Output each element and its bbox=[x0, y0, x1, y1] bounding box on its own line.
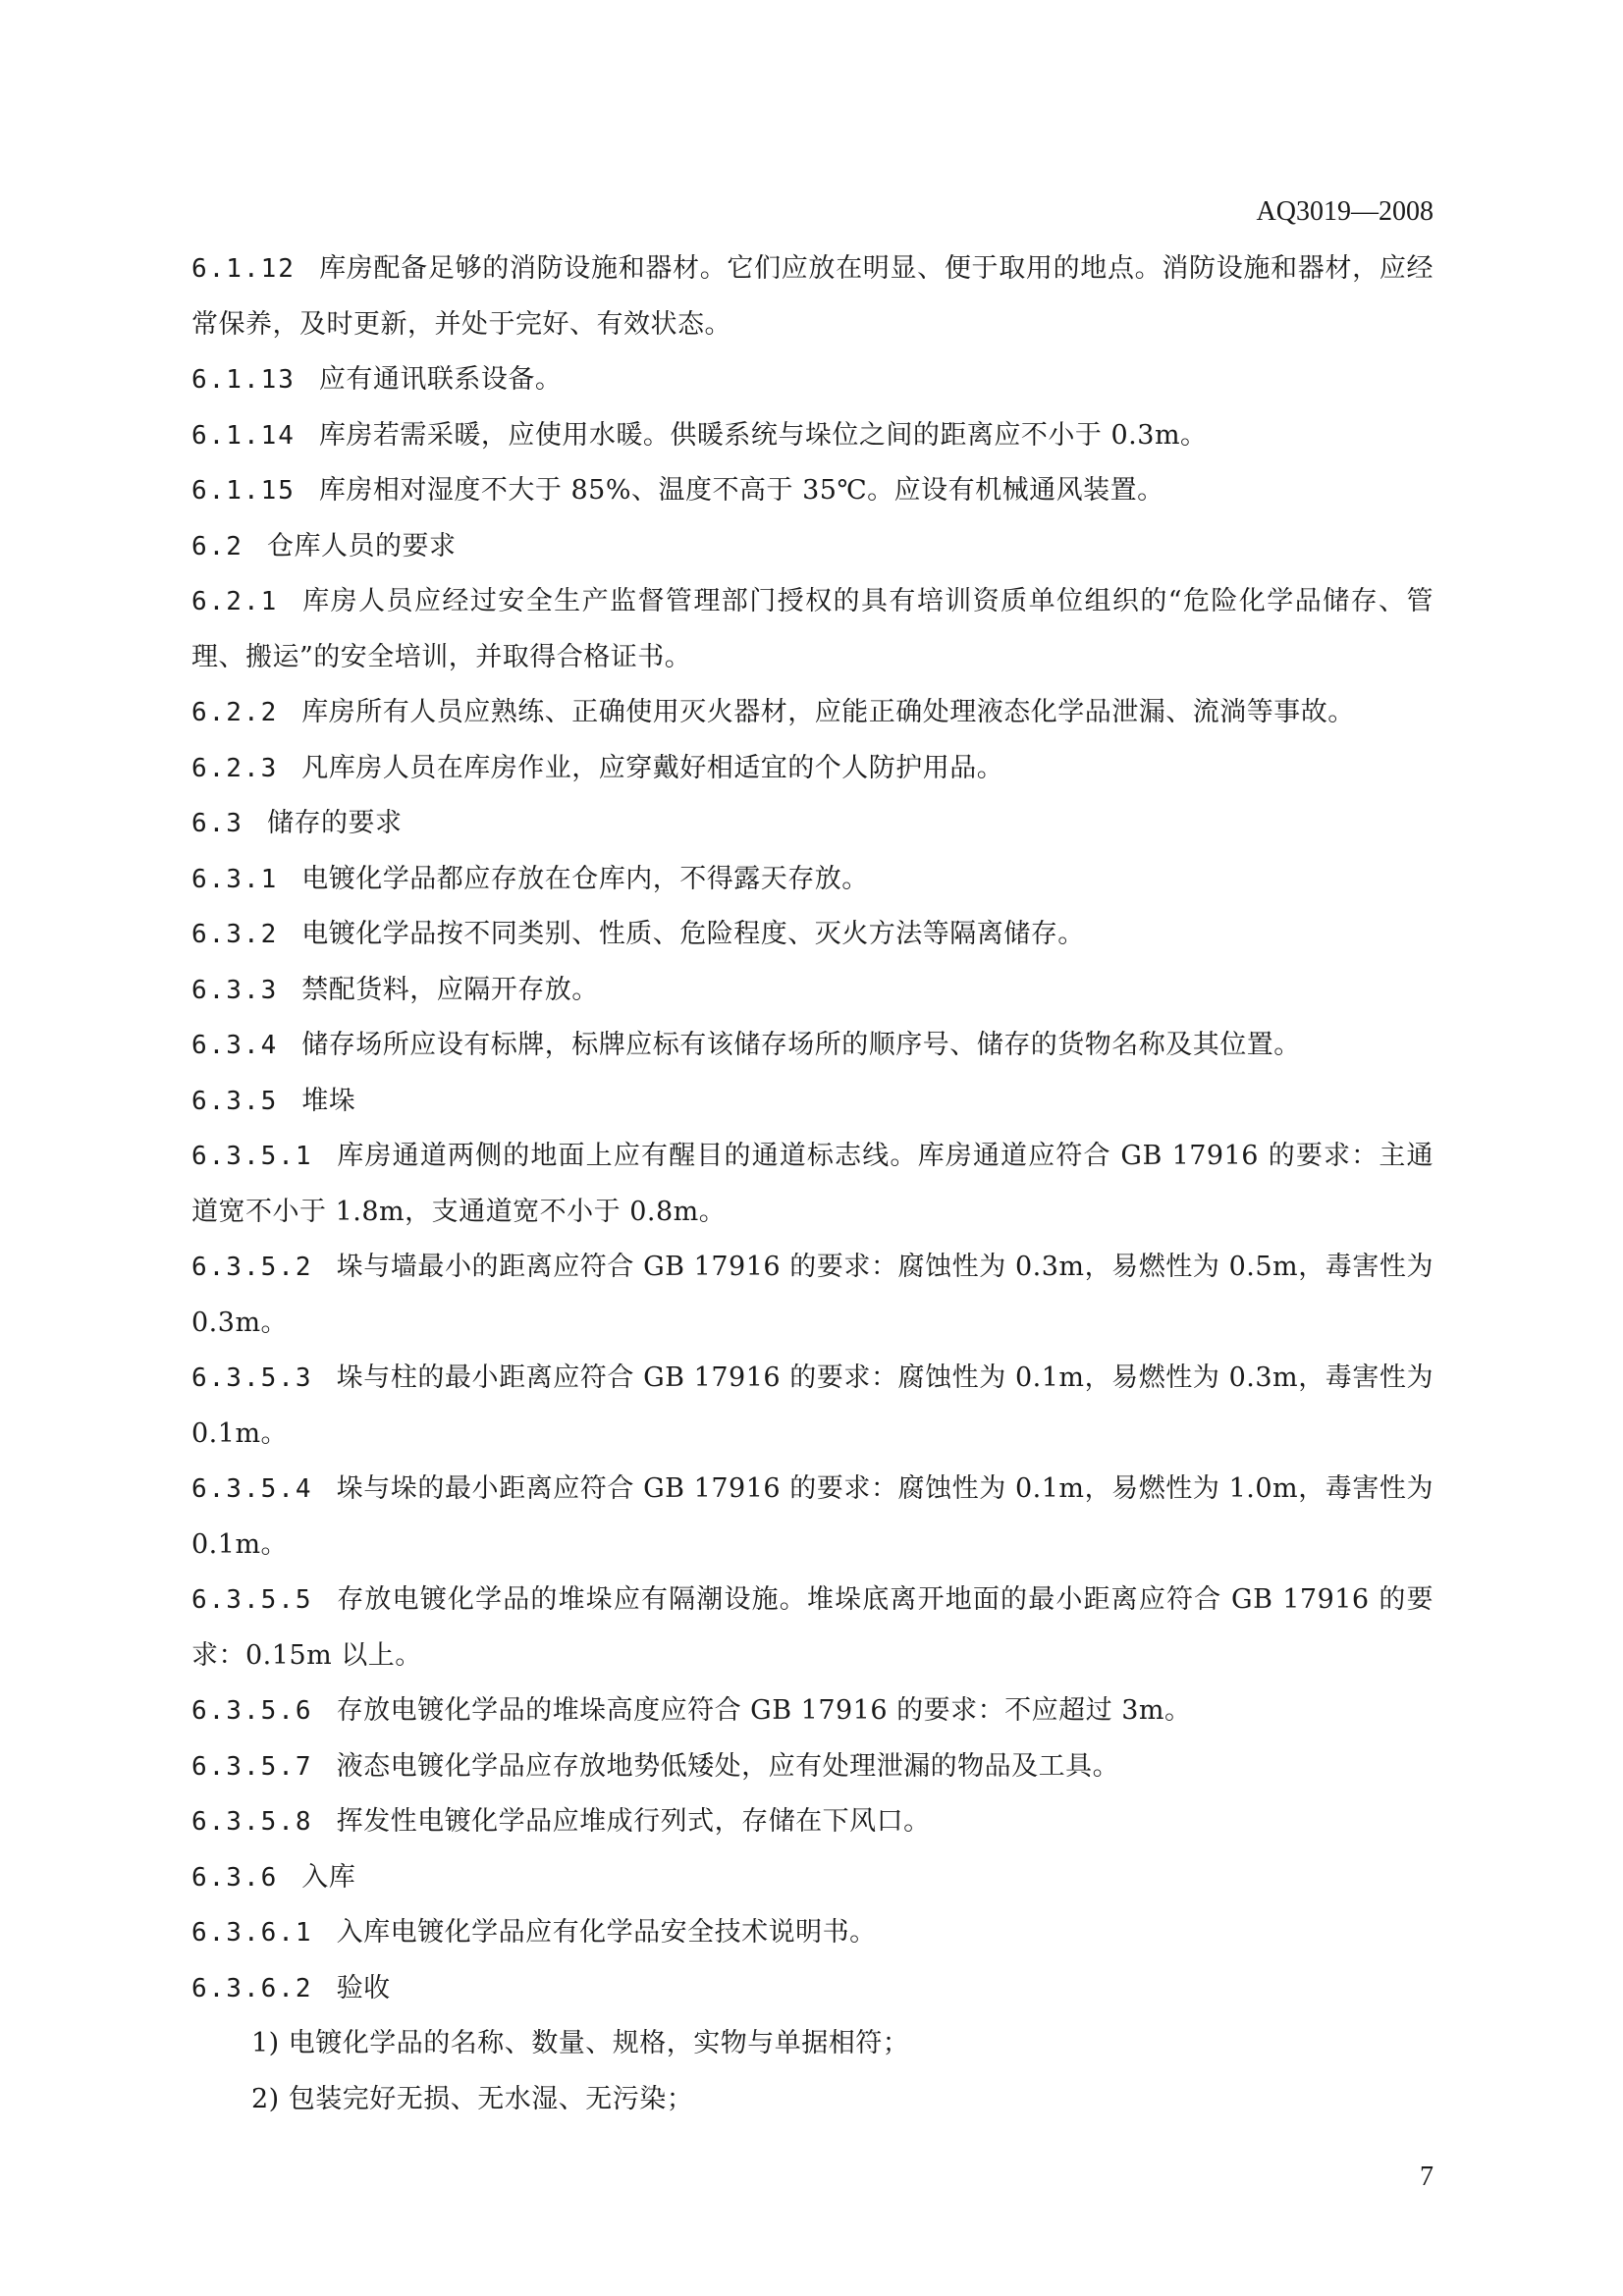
list-item: 1) 电镀化学品的名称、数量、规格，实物与单据相符； bbox=[251, 2028, 910, 2058]
clause-number: 6.3.6 bbox=[191, 1862, 279, 1893]
clause-text: 存放电镀化学品的堆垛高度应符合 GB 17916 的要求：不应超过 3m。 bbox=[336, 1695, 1192, 1726]
paragraph bbox=[191, 574, 1434, 685]
clause-number: 6.3.5.5 bbox=[191, 1585, 313, 1615]
paragraph bbox=[191, 1129, 1434, 1240]
clause-text: 储存的要求 bbox=[266, 808, 403, 838]
clause-number: 6.3.6.2 bbox=[191, 1973, 313, 2003]
clause-number: 6.3.5.4 bbox=[191, 1474, 313, 1504]
paragraph bbox=[191, 1573, 1434, 1683]
clause-number: 6.3.5 bbox=[191, 1086, 279, 1116]
clause-text: 堆垛 bbox=[301, 1085, 356, 1116]
paragraph bbox=[191, 1462, 1434, 1573]
clause-text: 仓库人员的要求 bbox=[266, 530, 457, 561]
clause-text: 库房人员应经过安全生产监督管理部门授权的具有培训资质单位组织的“危险化学品储存、管理、搬运”的安全培训，并取得合格证书。 bbox=[191, 586, 1434, 672]
clause-number: 6.3.2 bbox=[191, 920, 279, 949]
clause-number: 6.3.5.6 bbox=[191, 1696, 313, 1726]
clause-number: 6.3.5.8 bbox=[191, 1807, 313, 1837]
clause-number: 6.3.3 bbox=[191, 975, 279, 1005]
clause-number: 6.3.5.3 bbox=[191, 1363, 313, 1393]
clause-text: 液态电镀化学品应存放地势低矮处，应有处理泄漏的物品及工具。 bbox=[336, 1750, 1120, 1782]
clause-number: 6.1.15 bbox=[191, 476, 296, 506]
standard-code: AQ3019—2008 bbox=[1256, 196, 1434, 227]
clause-text: 凡库房人员在库房作业，应穿戴好相适宜的个人防护用品。 bbox=[301, 752, 1004, 783]
clause-text: 库房所有人员应熟练、正确使用灭火器材，应能正确处理液态化学品泄漏、流淌等事故。 bbox=[301, 697, 1355, 727]
clause-number: 6.2 bbox=[191, 531, 243, 561]
section-heading bbox=[191, 519, 1434, 575]
paragraph bbox=[191, 1739, 1434, 1795]
clause-number: 6.2.3 bbox=[191, 753, 279, 783]
page-number: 7 bbox=[1420, 2162, 1434, 2192]
section-heading bbox=[191, 1850, 1434, 1906]
document-body bbox=[191, 241, 1434, 2127]
clause-number: 6.2.1 bbox=[191, 587, 279, 616]
paragraph bbox=[191, 852, 1434, 908]
clause-text: 入库电镀化学品应有化学品安全技术说明书。 bbox=[336, 1917, 877, 1948]
paragraph bbox=[191, 1240, 1434, 1351]
paragraph bbox=[191, 352, 1434, 408]
clause-text: 库房若需采暖，应使用水暖。供暖系统与垛位之间的距离应不小于 0.3m。 bbox=[318, 419, 1208, 451]
clause-text: 电镀化学品都应存放在仓库内，不得露天存放。 bbox=[301, 863, 869, 894]
paragraph bbox=[191, 963, 1434, 1019]
paragraph bbox=[191, 741, 1434, 797]
clause-text: 库房配备足够的消防设施和器材。它们应放在明显、便于取用的地点。消防设施和器材，应经常保养，及时更新，并处于完好、有效状态。 bbox=[191, 253, 1434, 340]
clause-number: 6.2.2 bbox=[191, 698, 279, 727]
clause-number: 6.3.4 bbox=[191, 1031, 279, 1060]
clause-text: 储存场所应设有标牌，标牌应标有该储存场所的顺序号、储存的货物名称及其位置。 bbox=[301, 1030, 1301, 1060]
paragraph bbox=[191, 1351, 1434, 1462]
paragraph bbox=[191, 1018, 1434, 1074]
paragraph bbox=[191, 463, 1434, 519]
clause-text: 验收 bbox=[336, 1972, 391, 2003]
clause-text: 电镀化学品按不同类别、性质、危险程度、灭火方法等隔离储存。 bbox=[301, 919, 1085, 949]
paragraph bbox=[191, 1961, 1434, 2017]
paragraph bbox=[191, 1794, 1434, 1850]
clause-number: 6.1.14 bbox=[191, 420, 296, 451]
section-heading bbox=[191, 1074, 1434, 1130]
paragraph bbox=[191, 408, 1434, 464]
clause-number: 6.3 bbox=[191, 809, 243, 838]
paragraph bbox=[191, 1683, 1434, 1739]
clause-number: 6.3.6.1 bbox=[191, 1918, 313, 1948]
clause-text: 垛与垛的最小距离应符合 GB 17916 的要求：腐蚀性为 0.1m，易燃性为 1.0m，毒害性为 0.1m。 bbox=[191, 1473, 1434, 1560]
clause-text: 垛与墙最小的距离应符合 GB 17916 的要求：腐蚀性为 0.3m，易燃性为 0.5m，毒害性为 0.3m。 bbox=[191, 1252, 1434, 1338]
clause-text: 应有通讯联系设备。 bbox=[318, 364, 563, 395]
clause-number: 6.3.5.2 bbox=[191, 1253, 313, 1282]
clause-number: 6.3.5.1 bbox=[191, 1142, 313, 1171]
clause-number: 6.1.13 bbox=[191, 365, 296, 395]
clause-text: 存放电镀化学品的堆垛应有隔潮设施。堆垛底离开地面的最小距离应符合 GB 17916 的要求：0.15m 以上。 bbox=[191, 1584, 1434, 1671]
clause-number: 6.1.12 bbox=[191, 254, 296, 284]
clause-text: 禁配货料，应隔开存放。 bbox=[301, 974, 599, 1005]
list-item: 2) 包装完好无损、无水湿、无污染； bbox=[251, 2083, 694, 2114]
clause-text: 入库 bbox=[301, 1861, 356, 1893]
clause-number: 6.3.5.7 bbox=[191, 1751, 313, 1782]
clause-number: 6.3.1 bbox=[191, 864, 279, 894]
paragraph bbox=[191, 685, 1434, 741]
clause-text: 库房通道两侧的地面上应有醒目的通道标志线。库房通道应符合 GB 17916 的要求：主通道宽不小于 1.8m，支通道宽不小于 0.8m。 bbox=[191, 1141, 1434, 1227]
clause-text: 库房相对湿度不大于 85%、温度不高于 35℃。应设有机械通风装置。 bbox=[318, 475, 1164, 506]
section-heading bbox=[191, 796, 1434, 852]
paragraph bbox=[191, 1905, 1434, 1961]
paragraph bbox=[191, 907, 1434, 963]
paragraph bbox=[191, 241, 1434, 352]
clause-text: 垛与柱的最小距离应符合 GB 17916 的要求：腐蚀性为 0.1m，易燃性为 0.3m，毒害性为 0.1m。 bbox=[191, 1362, 1434, 1449]
clause-text: 挥发性电镀化学品应堆成行列式，存储在下风口。 bbox=[336, 1806, 931, 1837]
